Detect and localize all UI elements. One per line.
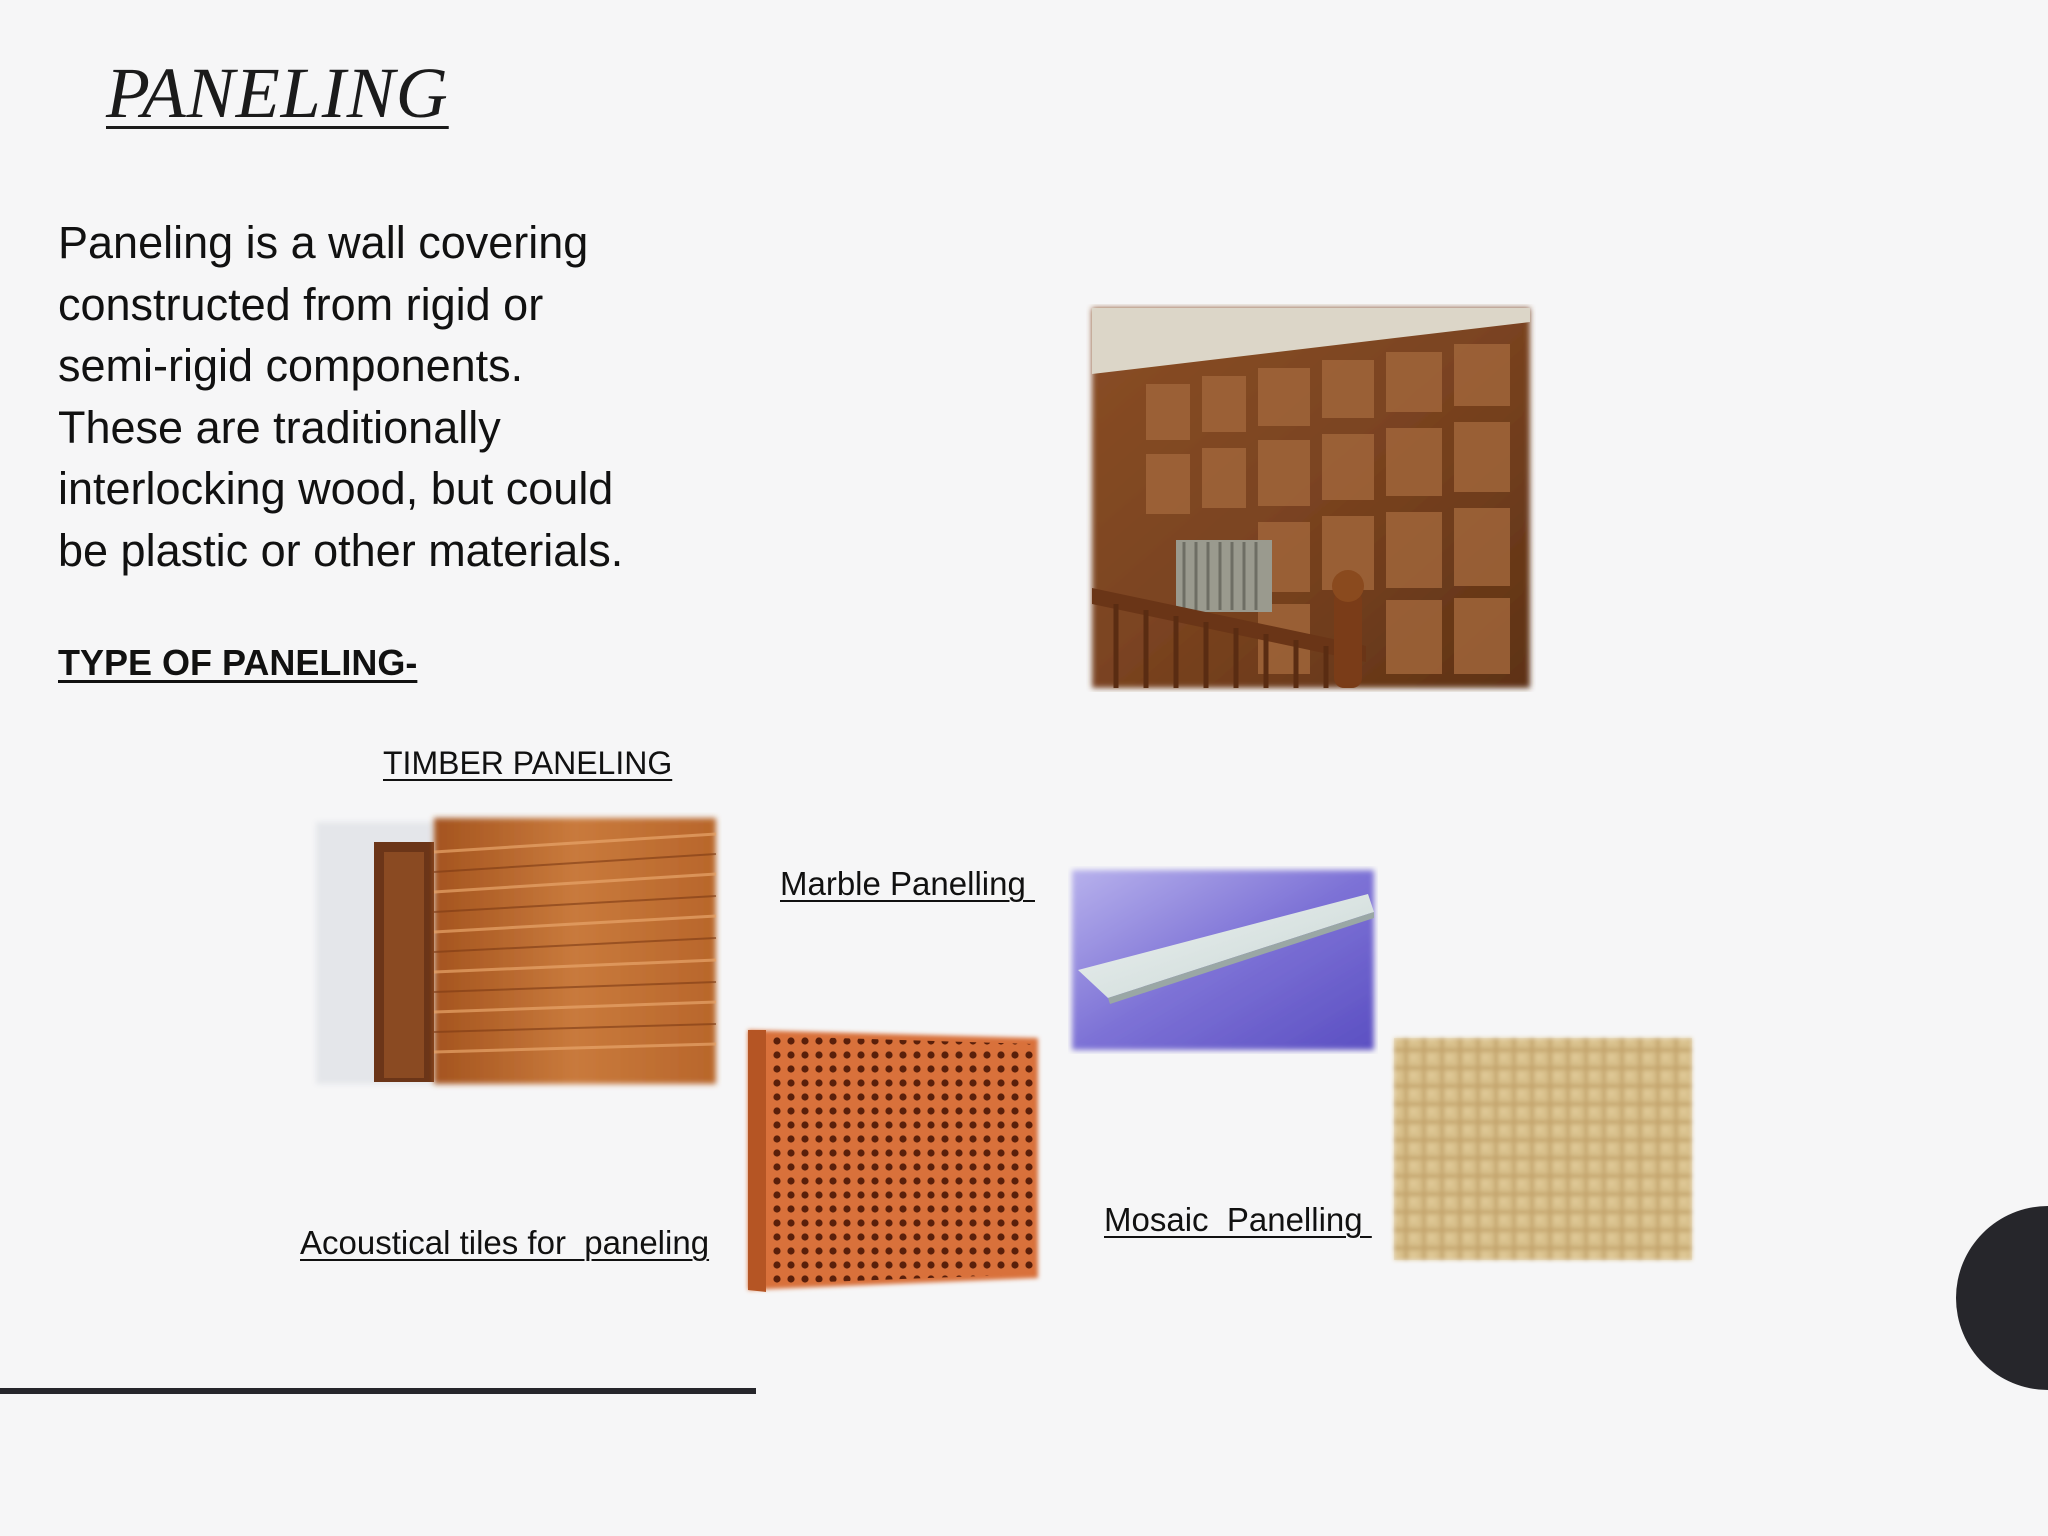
marble-panelling-label: Marble Panelling bbox=[780, 865, 1035, 902]
description-line: be plastic or other materials. bbox=[58, 524, 624, 576]
slide-title: PANELING bbox=[106, 53, 449, 133]
description-text bbox=[58, 212, 698, 581]
acoustic-tile-photo bbox=[742, 1020, 1046, 1300]
description-line: These are traditionally bbox=[58, 401, 501, 453]
acoustic-tiles-label: Acoustical tiles for paneling bbox=[300, 1224, 710, 1261]
timber-paneling-photo bbox=[310, 812, 722, 1094]
bottom-divider-line bbox=[0, 1388, 756, 1394]
mosaic-panelling-label: Mosaic Panelling bbox=[1104, 1201, 1372, 1238]
description-line: semi-rigid components. bbox=[58, 340, 524, 391]
timber-paneling-label: TIMBER PANELING bbox=[383, 745, 673, 781]
description-line: constructed from rigid or bbox=[58, 278, 544, 330]
decorative-circle bbox=[1956, 1206, 2048, 1390]
description-line: Paneling is a wall covering bbox=[58, 217, 589, 268]
wall-panel-photo bbox=[1086, 304, 1536, 692]
mosaic-panelling-photo bbox=[1388, 1032, 1698, 1266]
description-line: interlocking wood, but could bbox=[58, 463, 614, 514]
type-heading: TYPE OF PANELING- bbox=[58, 642, 418, 683]
marble-panelling-photo bbox=[1068, 866, 1378, 1054]
